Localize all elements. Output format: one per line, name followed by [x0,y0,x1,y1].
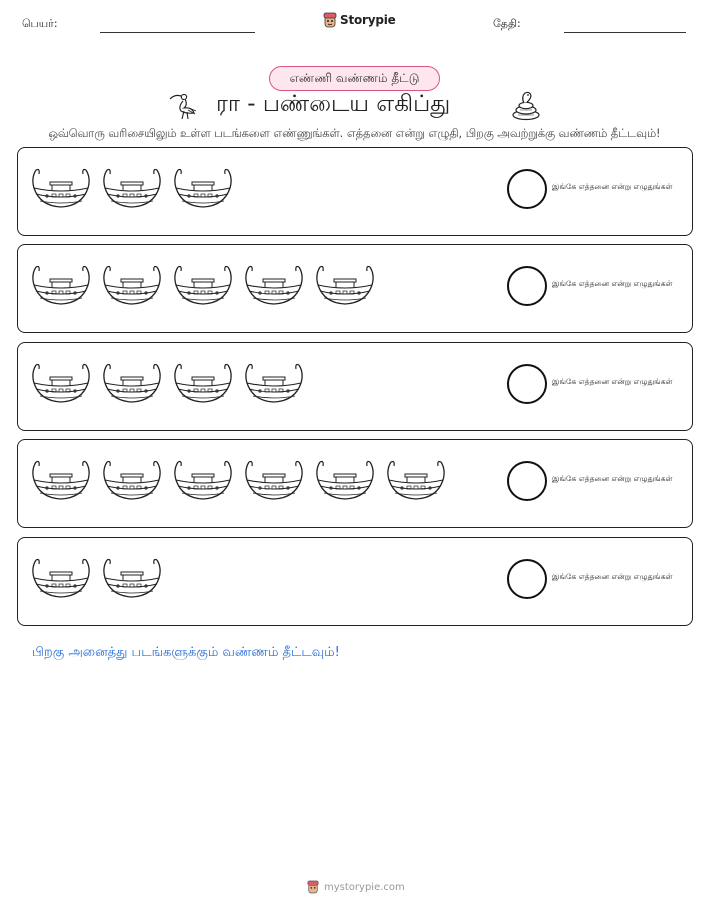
egyptian-boat-icon [172,261,234,309]
instruction-text: ஒவ்வொரு வரிசையிலும் உள்ள படங்களை எண்ணுங்கள். எத்தனை என்று எழுதி, பிறகு அவற்றுக்கு வண்ணம் தீட்டவும்! [48,127,661,140]
answer-circle[interactable] [507,461,547,501]
egyptian-boat-icon [101,554,163,602]
counting-row [17,439,693,528]
site-footer [307,880,405,894]
egyptian-boat-icon [30,261,92,309]
boat-group [30,164,234,214]
egyptian-boat-icon [30,164,92,212]
boat-group [30,359,305,409]
egyptian-boat-icon [243,456,305,504]
answer-circle[interactable] [507,364,547,404]
date-label: தேதி: [493,17,521,30]
site-url[interactable]: mystorypie.com [324,881,405,893]
egyptian-boat-icon [314,261,376,309]
egyptian-boat-icon [172,359,234,407]
boat-group [30,261,376,311]
name-line[interactable] [100,32,255,33]
storypie-logo [323,12,396,28]
egyptian-boat-icon [30,359,92,407]
egyptian-boat-icon [385,456,447,504]
answer-circle[interactable] [507,266,547,306]
activity-badge: எண்ணி வண்ணம் தீட்டு [269,66,440,91]
answer-circle[interactable] [507,559,547,599]
answer-hint: இங்கே எத்தனை என்று எழுதுங்கள் [552,572,673,581]
storypie-mascot-icon [307,880,319,894]
counting-row [17,537,693,626]
answer-circle[interactable] [507,169,547,209]
egyptian-boat-icon [314,456,376,504]
egyptian-boat-icon [101,456,163,504]
counting-row [17,342,693,431]
page-title: ரா - பண்டைய எகிப்து [216,91,451,117]
date-line[interactable] [564,32,686,33]
answer-hint: இங்கே எத்தனை என்று எழுதுங்கள் [552,182,673,191]
title-row [0,89,709,123]
egyptian-boat-icon [101,359,163,407]
boat-group [30,554,163,604]
cobra-snake-icon [510,89,542,121]
egyptian-boat-icon [101,164,163,212]
egyptian-boat-icon [243,261,305,309]
name-label: பெயர்: [22,17,58,30]
egyptian-boat-icon [172,456,234,504]
answer-hint: இங்கே எத்தனை என்று எழுதுங்கள் [552,377,673,386]
answer-hint: இங்கே எத்தனை என்று எழுதுங்கள் [552,279,673,288]
ibis-bird-icon [166,89,200,121]
boat-group [30,456,447,506]
egyptian-boat-icon [30,456,92,504]
egyptian-boat-icon [30,554,92,602]
egyptian-boat-icon [101,261,163,309]
answer-hint: இங்கே எத்தனை என்று எழுதுங்கள் [552,474,673,483]
footer-note: பிறகு அனைத்து படங்களுக்கும் வண்ணம் தீட்டவும்! [32,645,340,660]
storypie-mascot-icon [323,12,337,28]
counting-row [17,244,693,333]
logo-text: Storypie [340,13,396,27]
egyptian-boat-icon [243,359,305,407]
counting-row [17,147,693,236]
egyptian-boat-icon [172,164,234,212]
